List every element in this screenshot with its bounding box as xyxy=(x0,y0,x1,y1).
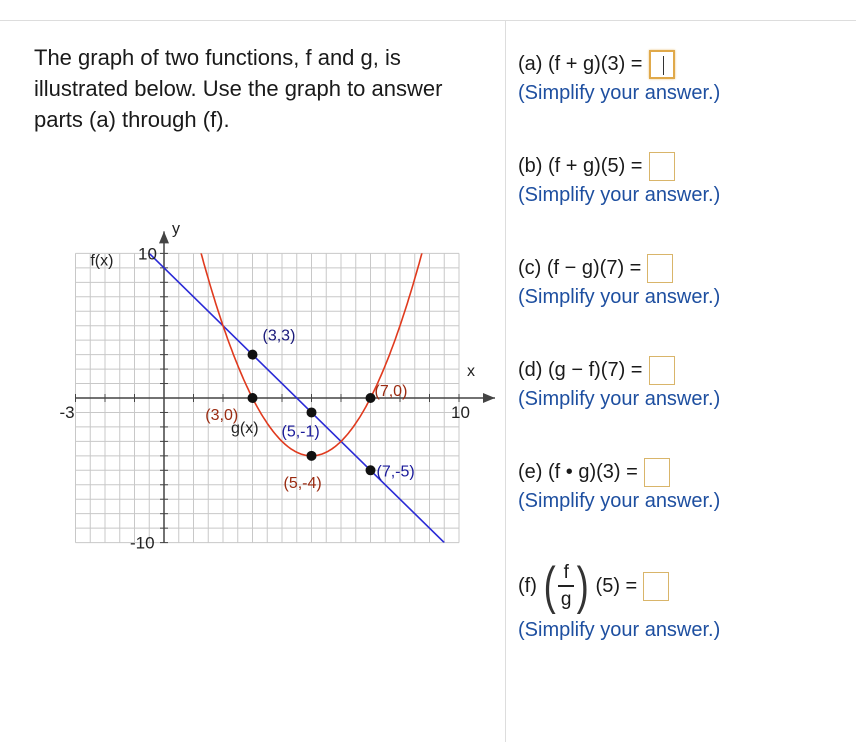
question-d-part: (d) xyxy=(518,358,543,381)
answer-box-d[interactable] xyxy=(649,356,675,385)
y-min-label: -10 xyxy=(130,533,155,553)
x-max-label: 10 xyxy=(451,403,470,422)
question-a-expr: (f + g)(3) = xyxy=(548,52,643,75)
answer-box-b[interactable] xyxy=(649,152,675,181)
point-label: (7,0) xyxy=(374,383,408,400)
question-a-part: (a) xyxy=(518,52,543,75)
problem-statement: The graph of two functions, f and g, is illustrated below. Use the graph to answer parts (a) through (f). xyxy=(34,45,443,132)
question-b-expr: (f + g)(5) = xyxy=(548,154,643,177)
question-b xyxy=(518,150,720,207)
answer-box-c[interactable] xyxy=(647,254,673,283)
question-e xyxy=(518,456,720,513)
question-d xyxy=(518,354,720,411)
question-c xyxy=(518,252,720,309)
point-marker xyxy=(248,350,258,360)
question-a-hint: (Simplify your answer.) xyxy=(518,82,721,104)
y-axis-label: y xyxy=(172,220,180,238)
y-max-label: 10 xyxy=(138,244,157,264)
question-b-hint: (Simplify your answer.) xyxy=(518,184,721,206)
point-label: (5,-1) xyxy=(281,423,320,441)
question-c-expr: (f − g)(7) = xyxy=(546,256,642,279)
quotient-fraction: ( f g ) xyxy=(543,557,589,615)
fraction-denominator: g xyxy=(560,588,572,610)
question-f-hint: (Simplify your answer.) xyxy=(518,619,721,641)
point-marker xyxy=(307,451,317,461)
x-min-label: -3 xyxy=(59,403,75,422)
question-f-expr: (5) = xyxy=(595,574,638,597)
x-axis-arrow xyxy=(483,393,495,403)
fraction-numerator: f xyxy=(563,562,569,584)
question-c-hint: (Simplify your answer.) xyxy=(518,286,721,308)
y-axis-arrow xyxy=(159,231,169,243)
point-label: (3,3) xyxy=(262,327,296,345)
point-label: (5,-4) xyxy=(283,474,322,492)
point-label: (3,0) xyxy=(205,407,239,424)
function-graph xyxy=(30,170,500,600)
f-label: f(x) xyxy=(90,252,114,270)
column-divider xyxy=(505,20,506,742)
question-d-hint: (Simplify your answer.) xyxy=(518,388,721,410)
g-label: g(x) xyxy=(231,419,259,437)
question-f xyxy=(518,555,720,642)
top-rule xyxy=(0,20,856,21)
question-d-expr: (g − f)(7) = xyxy=(548,358,643,381)
question-b-part: (b) xyxy=(518,154,543,177)
question-e-hint: (Simplify your answer.) xyxy=(518,490,721,512)
question-f-part: (f) xyxy=(518,574,537,597)
answer-box-f[interactable] xyxy=(643,572,669,601)
question-e-expr: (f • g)(3) = xyxy=(548,460,638,483)
x-axis-label: x xyxy=(467,363,475,380)
question-c-part: (c) xyxy=(518,256,542,279)
question-e-part: (e) xyxy=(518,460,543,483)
answer-box-e[interactable] xyxy=(644,458,670,487)
point-label: (7,-5) xyxy=(376,463,415,481)
point-marker xyxy=(366,465,376,475)
point-marker xyxy=(307,407,317,417)
answer-box-a[interactable] xyxy=(649,50,675,79)
question-a xyxy=(518,48,720,105)
point-marker xyxy=(248,393,258,403)
